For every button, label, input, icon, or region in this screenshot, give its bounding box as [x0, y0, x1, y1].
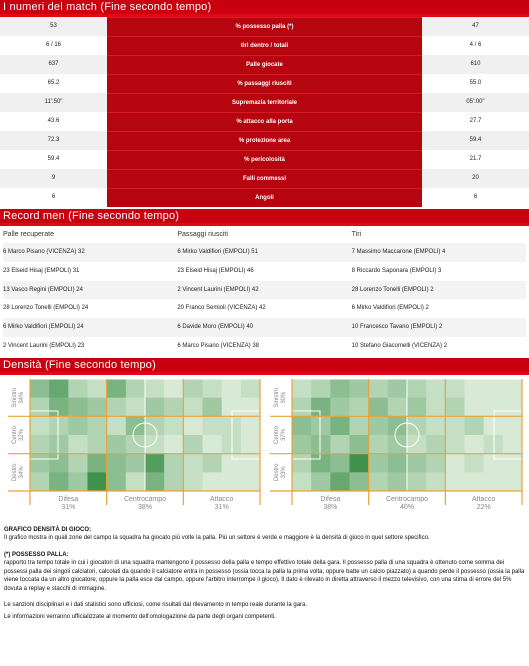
density-cell [107, 379, 126, 398]
density-cell [369, 435, 388, 454]
stat-label: Angoli [107, 188, 422, 207]
stat-away-value: 05':00" [422, 93, 529, 112]
density-cell [350, 416, 369, 435]
density-cell [49, 397, 68, 416]
records-column-header: Tiri [351, 231, 362, 238]
density-cell [241, 472, 260, 491]
records-columns [0, 226, 529, 356]
stat-home-value: 43.6 [0, 112, 107, 131]
density-cell [388, 453, 407, 472]
density-cell [241, 379, 260, 398]
record-item: 6 Marco Pisano (VICENZA) 38 [177, 342, 260, 349]
density-cell [465, 397, 484, 416]
stat-label: % protezione area [107, 131, 422, 150]
density-cell [311, 472, 330, 491]
density-cell [30, 397, 49, 416]
footer-note-2: Le informazioni verranno ufficializzate al momento dell'omologazione da parte degli organi competenti. [4, 613, 276, 620]
density-cell [126, 416, 145, 435]
density-cell [222, 453, 241, 472]
density-zone-percent: 31% [214, 503, 229, 511]
stat-row [0, 55, 529, 74]
possession-note-heading: (*) POSSESSO PALLA: [4, 551, 69, 558]
density-cell [292, 397, 311, 416]
stat-home-value: 11':50" [0, 93, 107, 112]
record-item: 13 Vasco Regini (EMPOLI) 24 [3, 281, 177, 300]
stat-label: % attacco alla porta [107, 112, 422, 131]
stat-home-value: 9 [0, 169, 107, 188]
records-column [352, 226, 526, 356]
density-cell [222, 435, 241, 454]
density-cell [164, 472, 183, 491]
density-cell [88, 472, 107, 491]
stat-row [0, 150, 529, 169]
stat-away-value: 27.7 [422, 112, 529, 131]
record-item: 2 Vincent Laurini (EMPOLI) 23 [3, 342, 85, 349]
record-item: 6 Davide Moro (EMPOLI) 40 [177, 318, 351, 337]
density-cell [126, 397, 145, 416]
density-cell [30, 379, 49, 398]
density-cell [164, 435, 183, 454]
record-item: 6 Mirko Valdifiori (EMPOLI) 51 [177, 243, 351, 262]
density-cell [145, 435, 164, 454]
density-cell [222, 416, 241, 435]
density-cell [68, 472, 87, 491]
record-item: 6 Mirko Valdifiori (EMPOLI) 2 [351, 305, 429, 312]
stat-row [0, 188, 529, 207]
record-item: 6 Marco Pisano (VICENZA) 32 [3, 243, 177, 262]
density-zone-percent: 22% [476, 503, 491, 511]
density-cell [503, 379, 522, 398]
density-cell [183, 435, 202, 454]
stat-away-value: 6 [422, 188, 529, 207]
density-cell [426, 435, 445, 454]
density-pitches [0, 375, 529, 523]
density-cell [241, 416, 260, 435]
stat-label: Supremazia territoriale [107, 93, 422, 112]
density-note-heading: GRAFICO DENSITÀ DI GIOCO: [4, 526, 91, 533]
density-cell [503, 416, 522, 435]
density-side-label: Sinistro34% [12, 387, 25, 408]
stat-row [0, 17, 529, 36]
density-cell [426, 453, 445, 472]
density-cell [88, 453, 107, 472]
record-item: 2 Vincent Laurini (EMPOLI) 42 [177, 281, 351, 300]
density-cell [30, 416, 49, 435]
density-cell [183, 453, 202, 472]
notes-section [0, 526, 529, 622]
stat-row [0, 93, 529, 112]
density-cell [311, 453, 330, 472]
density-cell [88, 435, 107, 454]
density-cell [445, 379, 464, 398]
density-cell [465, 472, 484, 491]
density-cell [68, 453, 87, 472]
match-stats-table [0, 17, 529, 207]
density-cell [107, 416, 126, 435]
density-cell [445, 472, 464, 491]
density-cell [241, 453, 260, 472]
records-column [177, 226, 351, 356]
density-cell [484, 379, 503, 398]
record-item: 23 Elseid Hisaj (EMPOLI) 31 [3, 267, 80, 274]
density-cell [388, 435, 407, 454]
density-cell [88, 379, 107, 398]
record-item: 28 Lorenzo Tonelli (EMPOLI) 24 [3, 305, 89, 312]
density-cell [330, 397, 349, 416]
density-zone-label: Centrocampo [123, 495, 167, 503]
density-cell [330, 453, 349, 472]
density-cell [350, 472, 369, 491]
density-cell [484, 435, 503, 454]
stat-home-value: 6 [0, 188, 107, 207]
density-zone-percent: 38% [323, 503, 338, 511]
density-cell [145, 453, 164, 472]
stat-away-value: 59.4 [422, 131, 529, 150]
stat-label: % passaggi riusciti [107, 74, 422, 93]
density-cell [49, 453, 68, 472]
stat-away-value: 610 [422, 55, 529, 74]
density-cell [222, 397, 241, 416]
records-panel [0, 209, 529, 356]
density-cell [426, 397, 445, 416]
stat-row [0, 36, 529, 55]
density-side-label: Centro37% [274, 425, 287, 444]
density-cell [407, 397, 426, 416]
density-cell [126, 435, 145, 454]
records-title: Record men (Fine secondo tempo) [0, 209, 529, 226]
density-cell [145, 416, 164, 435]
density-cell [445, 397, 464, 416]
density-cell [49, 379, 68, 398]
density-cell [426, 379, 445, 398]
density-cell [330, 416, 349, 435]
density-cell [350, 453, 369, 472]
stat-away-value: 47 [422, 17, 529, 36]
density-cell [369, 416, 388, 435]
records-column-header: Passaggi riusciti [177, 231, 228, 238]
stat-home-value: 59.4 [0, 150, 107, 169]
density-cell [49, 416, 68, 435]
density-cell [445, 435, 464, 454]
density-cell [241, 435, 260, 454]
density-cell [183, 379, 202, 398]
density-note-text: Il grafico mostra in quali zone del campo la squadra ha giocato più volte la palla. Più un settore è verde e maggiore è la densità di gioco in quel settore specifico. [4, 535, 430, 542]
density-cell [203, 397, 222, 416]
density-cell [311, 435, 330, 454]
stat-home-value: 53 [0, 17, 107, 36]
records-column-header: Palle recuperate [3, 231, 54, 238]
density-cell [145, 397, 164, 416]
record-item: 6 Mirko Valdifiori (EMPOLI) 24 [3, 318, 177, 337]
density-cell [107, 435, 126, 454]
density-zone-label: Difesa [58, 495, 79, 503]
density-cell [30, 472, 49, 491]
density-cell [126, 472, 145, 491]
density-cell [369, 397, 388, 416]
density-cell [388, 416, 407, 435]
density-cell [311, 416, 330, 435]
stat-away-value: 55.0 [422, 74, 529, 93]
density-cell [465, 416, 484, 435]
density-cell [465, 379, 484, 398]
density-cell [388, 379, 407, 398]
density-zone-percent: 40% [399, 503, 415, 511]
stat-row [0, 112, 529, 131]
density-cell [407, 435, 426, 454]
stat-away-value: 20 [422, 169, 529, 188]
record-item: 20 Franco Semioli (VICENZA) 42 [177, 305, 266, 312]
density-cell [203, 416, 222, 435]
density-cell [330, 435, 349, 454]
density-cell [445, 453, 464, 472]
density-panel [0, 358, 529, 523]
density-cell [203, 472, 222, 491]
records-column [3, 226, 177, 356]
density-cell [203, 453, 222, 472]
density-cell [292, 453, 311, 472]
density-cell [126, 379, 145, 398]
density-cell [68, 435, 87, 454]
density-cell [183, 416, 202, 435]
density-cell [407, 416, 426, 435]
density-title: Densità (Fine secondo tempo) [0, 358, 529, 375]
footer-note-1: Le sanzioni disciplinari e i dati statistici sono ufficiosi, come risultati dal rilevamento in tempo reale durante la gara. [4, 602, 308, 609]
stat-label: tiri dentro / totali [107, 36, 422, 55]
density-cell [183, 472, 202, 491]
density-cell [407, 379, 426, 398]
density-cell [107, 453, 126, 472]
density-zone-label: Attacco [471, 495, 496, 503]
density-cell [145, 472, 164, 491]
density-cell [49, 435, 68, 454]
density-cell [503, 435, 522, 454]
density-cell [388, 397, 407, 416]
record-item: 10 Francesco Tavano (EMPOLI) 2 [352, 318, 526, 337]
density-cell [484, 416, 503, 435]
density-side-label: Destro34% [12, 463, 25, 481]
density-zone-percent: 31% [61, 503, 76, 511]
density-cell [503, 472, 522, 491]
density-cell [311, 379, 330, 398]
possession-note-text: rapporto tra tempo totale in cui i giocatori di una squadra mantengono il possesso della palla e tempo effettivo totale della gara. Il possesso palla di una squadra è ottenuto come somma dei possessi palla dei singoli calciatori, calcolati da quando il calciatore entra in possesso (ossia tocca la palla la prima volta, oppure batte un calcio piazzato) a quando perde il possesso (ossia la palla viene toccata da un altro giocatore, oppure la palla esce dal campo, oppure l'arbitro interrompe il gioco). Il dato è rilevato in diretta attraverso il mezzo televisivo, con una stima di errore del 5% dovuta a replay e stacchi di immagine. [4, 560, 525, 592]
density-cell [183, 397, 202, 416]
stat-label: % pericolosità [107, 150, 422, 169]
stat-row [0, 169, 529, 188]
density-cell [164, 416, 183, 435]
density-cell [241, 397, 260, 416]
density-cell [49, 472, 68, 491]
density-zone-label: Difesa [320, 495, 341, 503]
density-zone-percent: 38% [137, 503, 153, 511]
density-cell [350, 435, 369, 454]
density-cell [88, 397, 107, 416]
density-cell [388, 472, 407, 491]
stat-home-value: 6 / 16 [0, 36, 107, 55]
density-cell [145, 379, 164, 398]
record-item: 8 Riccardo Saponara (EMPOLI) 3 [351, 267, 442, 274]
stat-label: Falli commessi [107, 169, 422, 188]
density-side-label: Centro32% [12, 425, 25, 444]
density-cell [292, 435, 311, 454]
stat-label: % possesso palla (*) [107, 17, 422, 36]
density-cell [68, 397, 87, 416]
density-cell [164, 379, 183, 398]
match-stats-title: I numeri del match (Fine secondo tempo) [0, 0, 529, 17]
density-cell [330, 379, 349, 398]
density-cell [222, 379, 241, 398]
density-side-label: Destro33% [274, 463, 287, 481]
stat-home-value: 72.3 [0, 131, 107, 150]
stat-away-value: 21.7 [422, 150, 529, 169]
density-cell [330, 472, 349, 491]
density-cell [407, 472, 426, 491]
density-zone-label: Attacco [209, 495, 234, 503]
density-cell [164, 453, 183, 472]
record-item: 23 Elseid Hisaj (EMPOLI) 46 [177, 267, 254, 274]
density-cell [407, 453, 426, 472]
density-cell [426, 416, 445, 435]
density-cell [292, 416, 311, 435]
record-item: 10 Stefano Giacomelli (VICENZA) 2 [351, 342, 448, 349]
density-cell [484, 397, 503, 416]
density-cell [107, 472, 126, 491]
stat-away-value: 4 / 6 [422, 36, 529, 55]
stat-row [0, 131, 529, 150]
density-cell [484, 472, 503, 491]
density-cell [30, 453, 49, 472]
density-cell [426, 472, 445, 491]
density-cell [292, 472, 311, 491]
density-cell [465, 453, 484, 472]
record-item: 28 Lorenzo Tonelli (EMPOLI) 2 [352, 281, 526, 300]
density-cell [369, 472, 388, 491]
density-cell [222, 472, 241, 491]
density-cell [350, 379, 369, 398]
density-cell [203, 435, 222, 454]
density-cell [30, 435, 49, 454]
stat-home-value: 637 [0, 55, 107, 74]
density-pitch-home [6, 375, 264, 523]
density-cell [503, 453, 522, 472]
density-cell [484, 453, 503, 472]
density-cell [369, 379, 388, 398]
density-cell [126, 453, 145, 472]
density-cell [88, 416, 107, 435]
density-pitch-away [268, 375, 526, 523]
stat-row [0, 74, 529, 93]
stat-label: Palle giocate [107, 55, 422, 74]
density-cell [311, 397, 330, 416]
density-cell [292, 379, 311, 398]
record-item: 7 Massimo Maccarone (EMPOLI) 4 [352, 243, 526, 262]
density-cell [68, 379, 87, 398]
density-cell [350, 397, 369, 416]
density-cell [445, 416, 464, 435]
density-cell [68, 416, 87, 435]
density-cell [203, 379, 222, 398]
density-side-label: Sinistro30% [274, 387, 287, 408]
match-stats-panel [0, 0, 529, 207]
density-zone-label: Centrocampo [385, 495, 429, 503]
stat-home-value: 65.2 [0, 74, 107, 93]
density-cell [369, 453, 388, 472]
density-cell [503, 397, 522, 416]
density-cell [164, 397, 183, 416]
density-cell [107, 397, 126, 416]
density-cell [465, 435, 484, 454]
